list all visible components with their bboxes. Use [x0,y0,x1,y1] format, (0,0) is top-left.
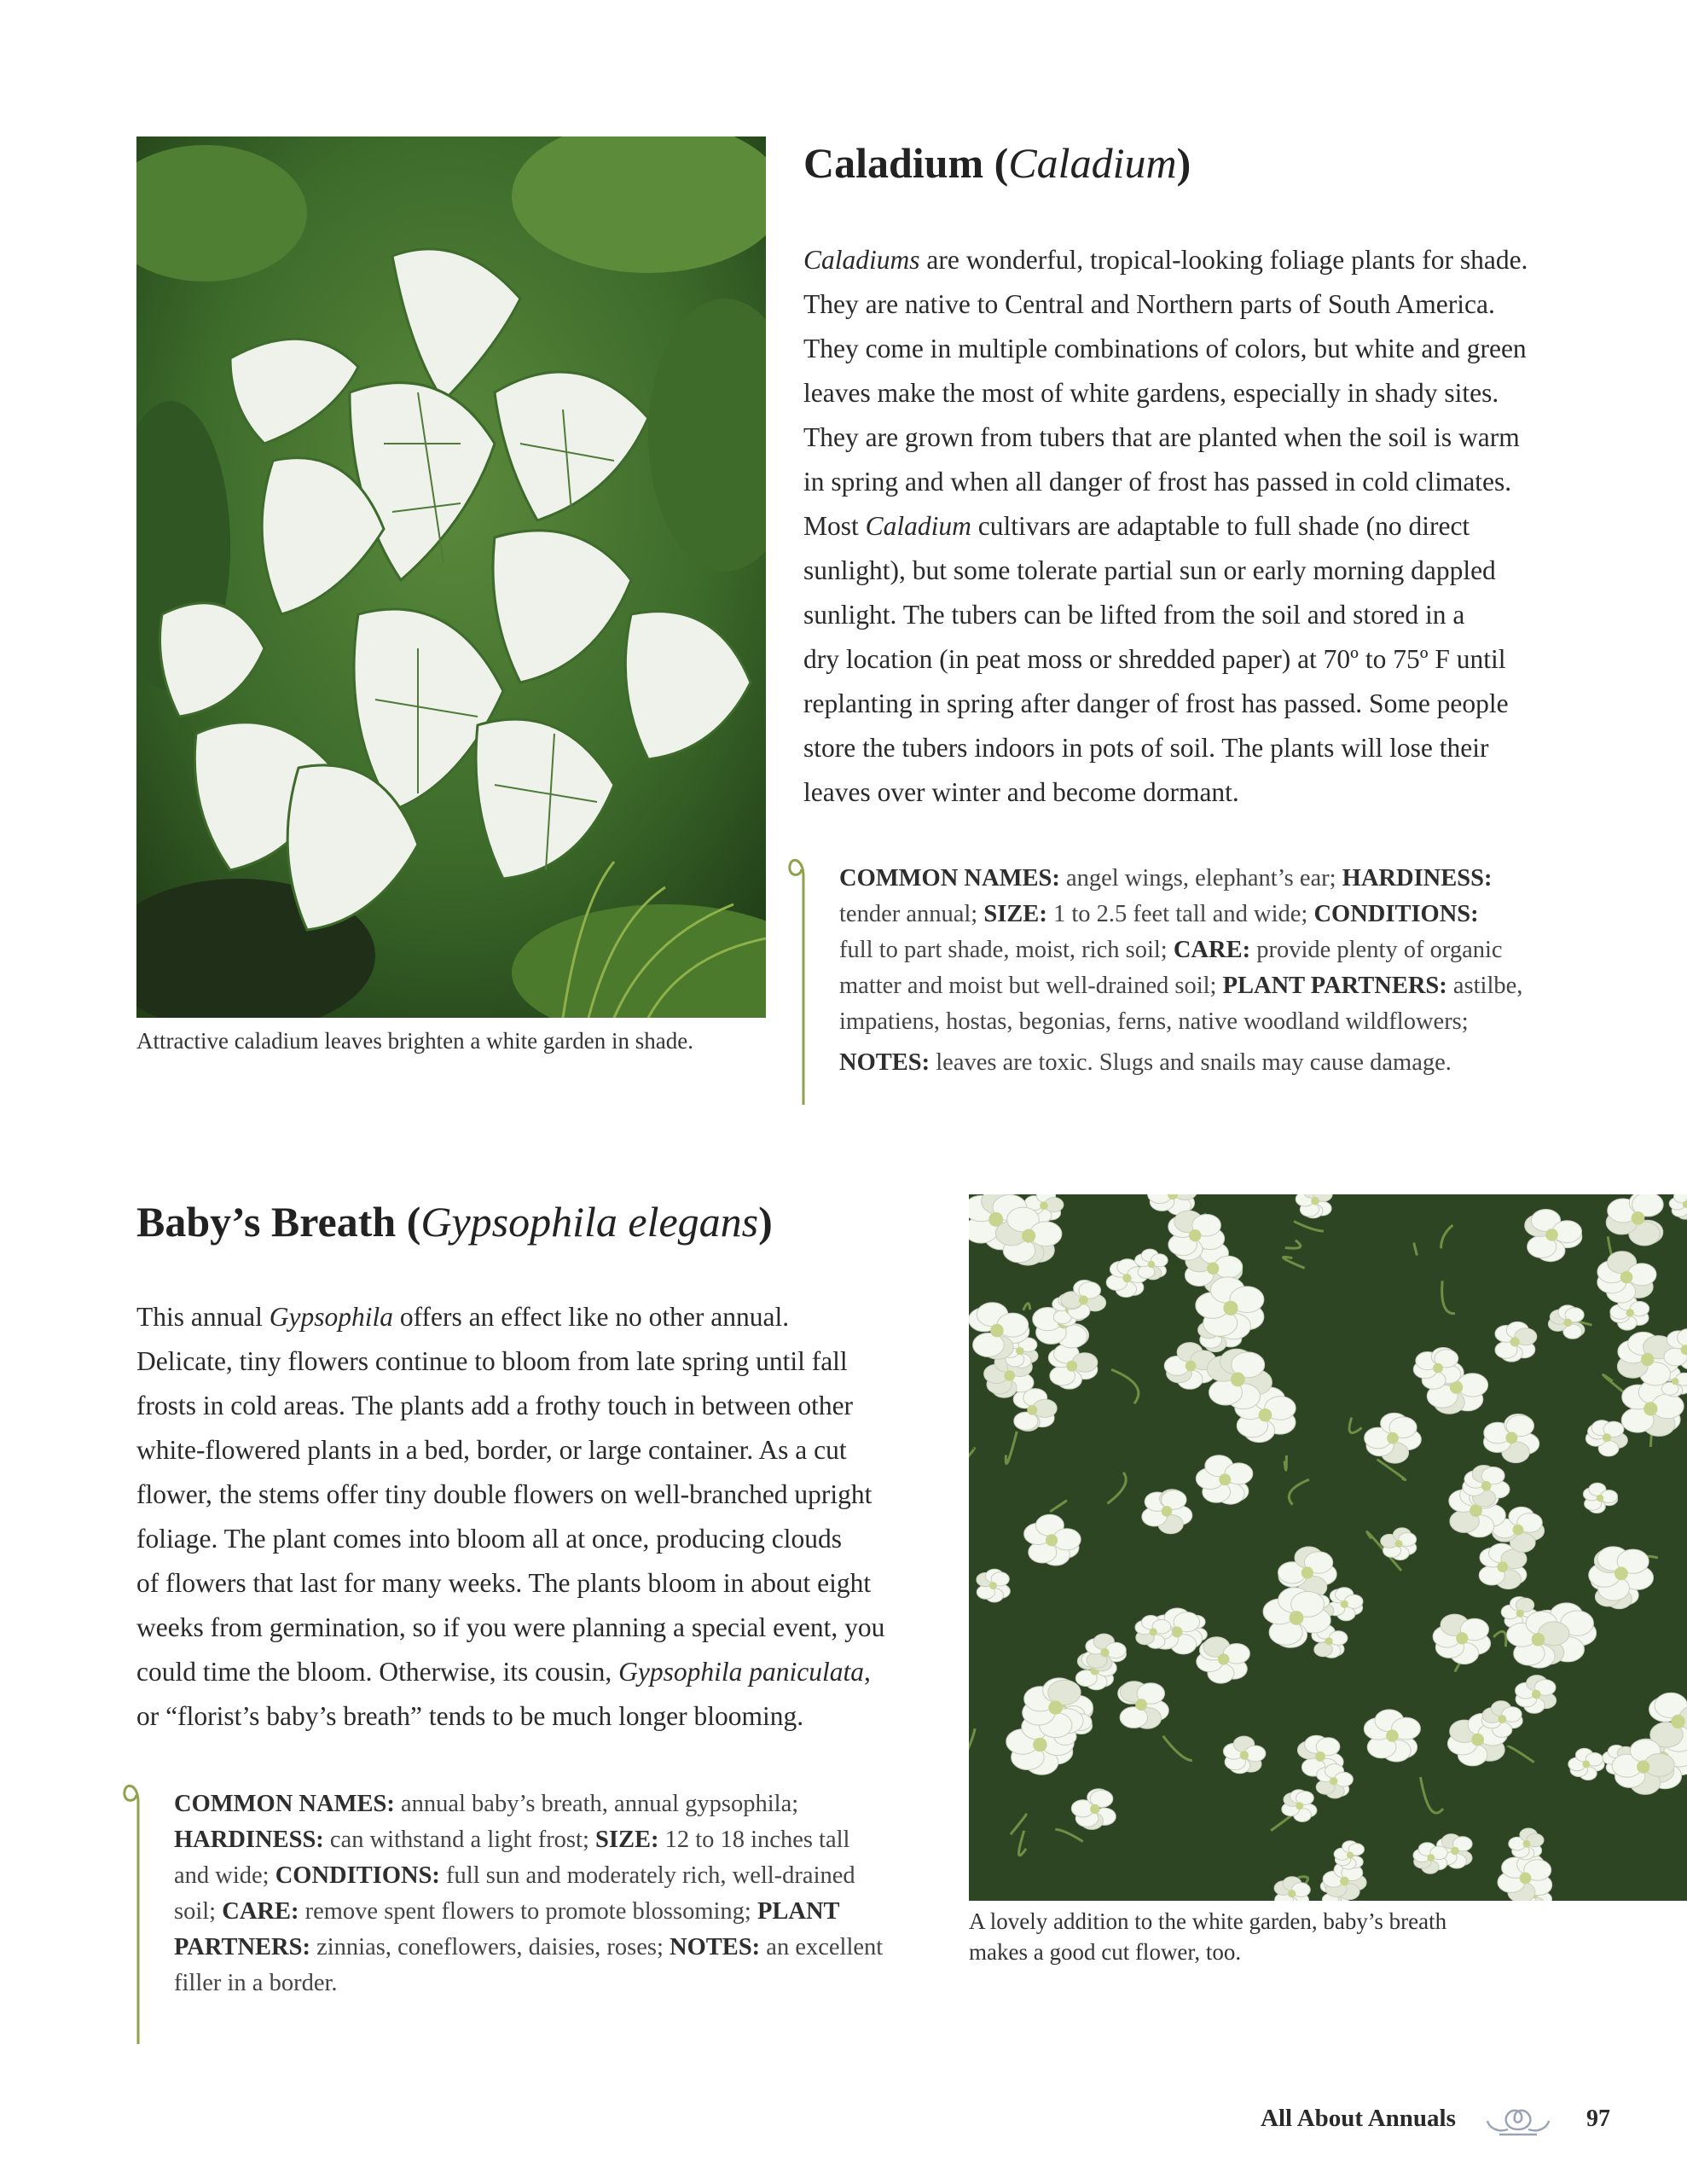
babys-breath-body-text: , [864,1657,871,1687]
babys-breath-body-text: foliage. The plant comes into bloom all at once, producing clouds [136,1524,842,1554]
caladium-body-line [803,282,1588,327]
caladium-facts-label: CONDITIONS: [1313,901,1479,927]
caladium-body-text: cultivars are adaptable to full shade (no direct [971,511,1470,541]
babys-breath-facts-line [174,1822,925,1858]
caladium-body-line [803,682,1588,726]
babys-breath-facts-value: full sun and moderately rich, well-drained [439,1862,855,1889]
babys-breath-heading-paren-close: ) [758,1198,773,1246]
babys-breath-body-line [136,1694,930,1739]
babys-breath-facts-value: 12 to 18 inches tall [658,1827,850,1853]
babys-breath-fern-curl-icon [123,1766,157,2048]
caladium-facts-line [839,861,1590,897]
caladium-fern-curl-icon [785,840,819,1113]
babys-breath-heading-common: Baby’s Breath [136,1198,397,1246]
babys-breath-body-line [136,1561,930,1606]
caladium-body-line [803,415,1588,460]
babys-breath-facts-value: and wide; [174,1862,275,1889]
babys-breath-body-line [136,1517,930,1561]
caladium-heading-latin: Caladium [1008,139,1177,187]
caladium-body-line [803,371,1588,415]
caladium-body-line [803,770,1588,815]
caladium-facts-value: provide plenty of organic [1250,937,1503,963]
babys-breath-facts-line [174,1786,925,1822]
caladium-body-text: They are grown from tubers that are planted when the soil is warm [803,422,1520,452]
babys-breath-facts-label: CONDITIONS: [275,1862,440,1889]
babys-breath-facts-label: CARE: [222,1898,299,1925]
footer-page-number: 97 [1586,2106,1610,2132]
caladium-facts-value: leaves are toxic. Slugs and snails may cause damage. [930,1049,1452,1076]
babys-breath-facts-line [174,1966,925,2001]
babys-breath-body-text: flower, the stems offer tiny double flowers on well-branched upright [136,1479,872,1509]
caladium-facts-label: CARE: [1173,937,1251,963]
caladium-body-text: store the tubers indoors in pots of soil. The plants will lose their [803,733,1489,763]
caladium-body-italic: Caladium [865,511,971,541]
caladium-body-text: replanting in spring after danger of frost has passed. Some people [803,688,1509,718]
babys-breath-heading-paren-open: ( [406,1198,421,1246]
caladium-body-text: are wonderful, tropical-looking foliage plants for shade. [919,245,1528,275]
babys-breath-facts-label: NOTES: [670,1934,761,1960]
babys-breath-facts-value: filler in a border. [174,1970,338,1996]
caladium-body-text: sunlight. The tubers can be lifted from the soil and stored in a [803,600,1465,630]
babys-breath-facts-label: COMMON NAMES: [174,1791,395,1817]
caladium-facts-line [839,1004,1590,1040]
caladium-body-line [803,549,1588,593]
caladium-body-text: They come in multiple combinations of colors, but white and green [803,334,1527,363]
caladium-body-line [803,460,1588,504]
caladium-body-line [803,637,1588,682]
babys-breath-facts-line [174,1858,925,1894]
caladium-facts-value: astilbe, [1446,973,1523,999]
caladium-facts-label: COMMON NAMES: [839,865,1060,892]
babys-breath-photo [969,1194,1687,1901]
caladium-facts-value: full to part shade, moist, rich soil; [839,937,1174,963]
babys-breath-body-text: of flowers that last for many weeks. The plants bloom in about eight [136,1568,872,1598]
caladium-body-text: dry location (in peat moss or shredded paper) at 70º to 75º F until [803,644,1506,674]
caladium-facts-value: 1 to 2.5 feet tall and wide; [1046,901,1314,927]
babys-breath-caption-line-2: makes a good cut flower, too. [969,1939,1242,1965]
caladium-facts-label: PLANT PARTNERS: [1222,973,1447,999]
footer-swirl-ornament-icon [1482,2095,1554,2143]
caladium-facts-line [839,968,1590,1004]
babys-breath-body-text: This annual [136,1302,270,1332]
caladium-heading [803,138,1191,188]
babys-breath-body-line [136,1339,930,1384]
caladium-heading-paren-open: ( [994,139,1009,187]
caladium-body-line [803,504,1588,549]
caladium-body-text: in spring and when all danger of frost has passed in cold climates. [803,467,1512,497]
caladium-description [803,238,1588,815]
caladium-facts-value: angel wings, elephant’s ear; [1059,865,1342,892]
caladium-body-text: leaves over winter and become dormant. [803,777,1239,807]
babys-breath-body-text: weeks from germination, so if you were planning a special event, you [136,1612,885,1642]
caladium-facts-line [839,932,1590,968]
babys-breath-body-line [136,1472,930,1517]
babys-breath-photo-caption [969,1906,1446,1967]
babys-breath-caption-line-1: A lovely addition to the white garden, baby’s breath [969,1908,1447,1934]
babys-breath-body-text: offers an effect like no other annual. [392,1302,790,1332]
babys-breath-facts-value: zinnias, coneflowers, daisies, roses; [310,1934,670,1960]
caladium-facts-value: matter and moist but well-drained soil; [839,973,1223,999]
babys-breath-heading-latin: Gypsophila elegans [420,1198,759,1246]
babys-breath-body-text: frosts in cold areas. The plants add a frothy touch in between other [136,1391,854,1420]
caladium-body-text: leaves make the most of white gardens, especially in shady sites. [803,378,1499,408]
babys-breath-facts-label: SIZE: [595,1827,659,1853]
caladium-photo-art [136,136,766,1018]
babys-breath-facts-label: PARTNERS: [174,1934,310,1960]
babys-breath-facts-value: soil; [174,1898,223,1925]
caladium-body-text: They are native to Central and Northern parts of South America. [803,289,1495,319]
babys-breath-facts-label: HARDINESS: [174,1827,324,1853]
caladium-body-line [803,593,1588,637]
caladium-facts-value: impatiens, hostas, begonias, ferns, native woodland wildflowers; [839,1008,1469,1035]
caladium-facts-value: tender annual; [839,901,984,927]
caladium-facts-label: NOTES: [839,1049,930,1076]
babys-breath-facts-value: an excellent [760,1934,884,1960]
babys-breath-body-line [136,1606,930,1650]
flower-bloom [977,1569,1010,1602]
babys-breath-facts-value: annual baby’s breath, annual gypsophila; [394,1791,799,1817]
caladium-facts [839,861,1590,1081]
babys-breath-facts-line [174,1930,925,1966]
babys-breath-body-text: could time the bloom. Otherwise, its cousin, [136,1657,619,1687]
caladium-facts-label: HARDINESS: [1342,865,1493,892]
caladium-heading-paren-close: ) [1176,139,1191,187]
babys-breath-heading [136,1197,773,1246]
footer-section-title: All About Annuals [1261,2105,1456,2132]
babys-breath-description [136,1295,930,1739]
caladium-facts-label: SIZE: [983,901,1047,927]
caladium-heading-common: Caladium [803,139,984,187]
caladium-facts-line [839,897,1590,932]
babys-breath-photo-art [969,1194,1687,1901]
babys-breath-body-line [136,1428,930,1472]
babys-breath-facts-label: PLANT [757,1898,840,1925]
caladium-photo [136,136,766,1018]
babys-breath-facts-value: remove spent flowers to promote blossoming; [299,1898,757,1925]
caladium-body-line [803,327,1588,371]
caladium-body-line [803,726,1588,770]
caladium-facts-line [839,1045,1590,1081]
babys-breath-body-line [136,1295,930,1339]
babys-breath-facts [174,1786,925,2001]
babys-breath-body-line [136,1384,930,1428]
babys-breath-body-italic: Gypsophila paniculata [618,1657,865,1687]
babys-breath-body-line [136,1650,930,1694]
babys-breath-facts-line [174,1894,925,1930]
babys-breath-body-text: white-flowered plants in a bed, border, or large container. As a cut [136,1435,847,1465]
babys-breath-body-text: or “florist’s baby’s breath” tends to be much longer blooming. [136,1701,804,1731]
caladium-body-text: Most [803,511,866,541]
caladium-body-text: sunlight), but some tolerate partial sun or early morning dappled [803,555,1496,585]
babys-breath-body-italic: Gypsophila [269,1302,393,1332]
caladium-body-italic: Caladiums [803,245,920,275]
caladium-photo-caption: Attractive caladium leaves brighten a white garden in shade. [136,1028,693,1054]
babys-breath-facts-value: can withstand a light frost; [323,1827,595,1853]
caladium-body-line [803,238,1588,282]
babys-breath-body-text: Delicate, tiny flowers continue to bloom from late spring until fall [136,1346,848,1376]
